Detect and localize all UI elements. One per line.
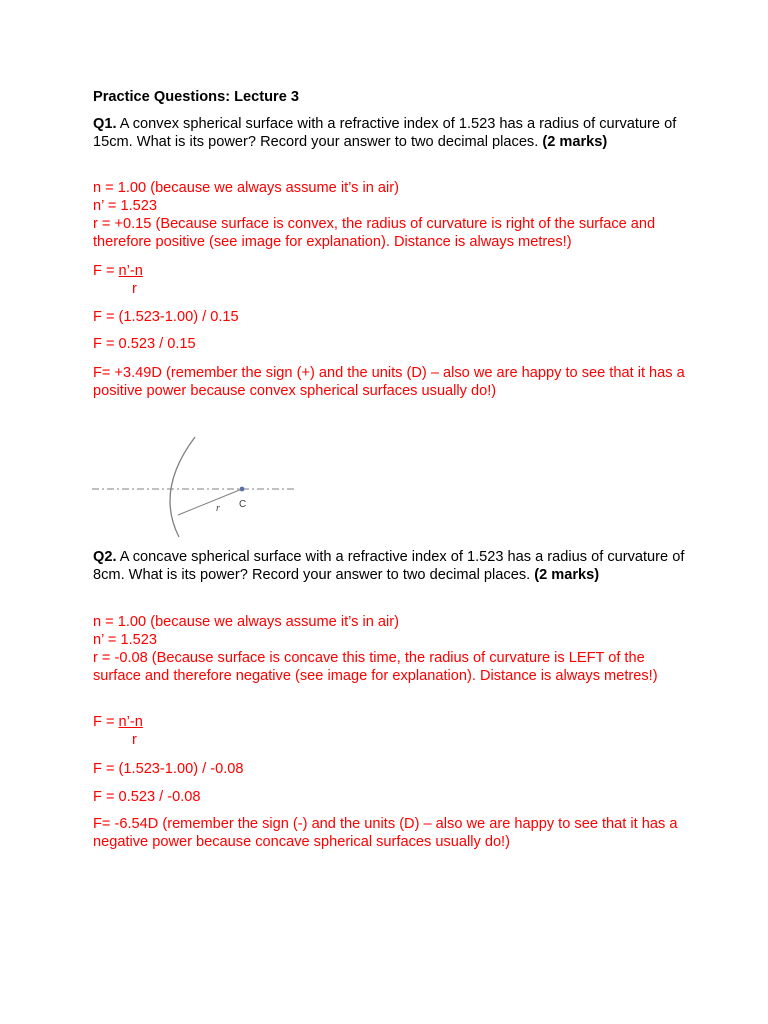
q1-formula <box>93 262 693 280</box>
q1-formula-lhs: F = <box>93 263 119 279</box>
c-label: C <box>239 499 247 510</box>
q1-answer: F= +3.49D (remember the sign (+) and the units (D) – also we are happy to see that it has a positive power because convex spherical surfaces usually do!) <box>93 365 685 399</box>
radius-line <box>178 489 242 515</box>
q1-r-line: r = +0.15 (Because surface is convex, the radius of curvature is right of the surface and therefore positive (see image for explanation). Distance is always metres!) <box>93 216 656 250</box>
q2-nprime-line: n’ = 1.523 <box>93 632 157 648</box>
q2-formula-numerator: n’-n <box>118 714 143 730</box>
q2-answer: F= -6.54D (remember the sign (-) and the units (D) – also we are happy to see that it has a negative power because concave spherical surfaces usually do!) <box>93 816 678 850</box>
q1-step1: F = (1.523-1.00) / 0.15 <box>93 309 239 325</box>
q2-question <box>93 548 693 584</box>
q2-r-line: r = -0.08 (Because surface is concave this time, the radius of curvature is LEFT of the surface and therefore negative (see image for explanation). Distance is always metres!) <box>93 650 658 684</box>
convex-surface-diagram <box>88 432 303 542</box>
q1-question <box>93 115 693 151</box>
q2-question-text: A concave spherical surface with a refractive index of 1.523 has a radius of curvature of 8cm. What is its power? Record your answer to two decimal places. <box>93 549 685 583</box>
q2-n-line: n = 1.00 (because we always assume it’s in air) <box>93 614 399 630</box>
q2-formula-denominator: r <box>132 732 137 748</box>
q1-marks: (2 marks) <box>542 134 608 150</box>
q1-formula-numerator: n’-n <box>118 263 143 279</box>
convex-surface-arc <box>170 437 195 537</box>
q1-step2: F = 0.523 / 0.15 <box>93 336 196 352</box>
q2-step1: F = (1.523-1.00) / -0.08 <box>93 761 244 777</box>
r-label: r <box>216 503 220 514</box>
center-of-curvature-point <box>240 487 245 492</box>
q2-formula <box>93 713 693 731</box>
q1-formula-denominator: r <box>132 281 137 297</box>
q2-label: Q2. <box>93 549 117 565</box>
q2-marks: (2 marks) <box>534 567 600 583</box>
q1-nprime-line: n’ = 1.523 <box>93 198 157 214</box>
q2-step2: F = 0.523 / -0.08 <box>93 789 201 805</box>
q1-label: Q1. <box>93 116 117 132</box>
q2-formula-lhs: F = <box>93 714 119 730</box>
q1-question-text: A convex spherical surface with a refractive index of 1.523 has a radius of curvature of 15cm. What is its power? Record your answer to two decimal places. <box>93 116 677 150</box>
page-title: Practice Questions: Lecture 3 <box>93 89 300 105</box>
q1-n-line: n = 1.00 (because we always assume it’s in air) <box>93 180 399 196</box>
